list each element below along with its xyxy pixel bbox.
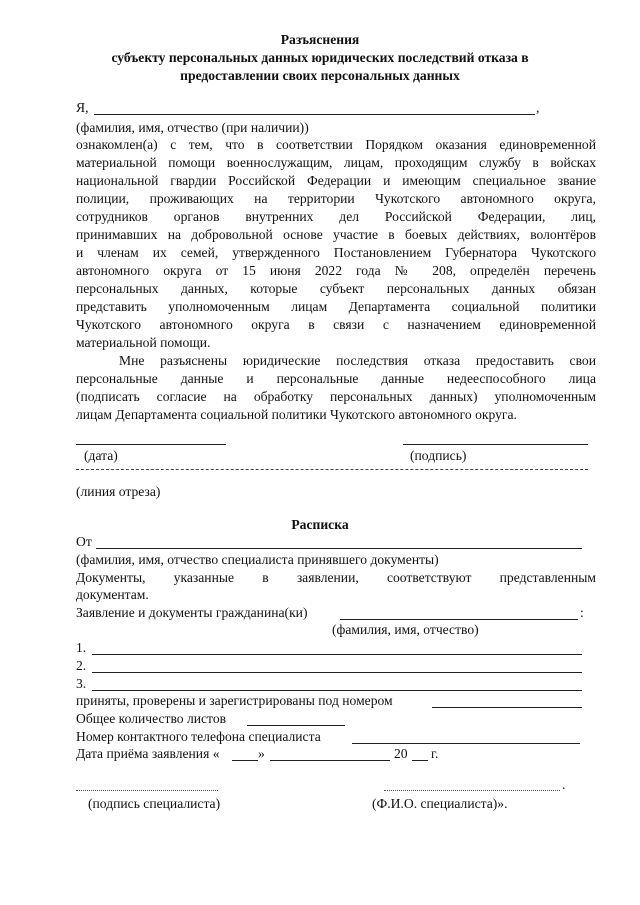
signature-label: (подпись) [410, 448, 467, 463]
registration-number-line[interactable] [432, 707, 582, 708]
para1-line: Чукотского автономного округа в связи с назначением единовременной [76, 317, 596, 332]
month-blank-line[interactable] [270, 760, 390, 761]
title-line-1: Разъяснения [280, 32, 360, 47]
para1-line: и членам их семей, утвержденного Постановлением Губернатора Чукотского [76, 245, 596, 260]
specialist-hint: (фамилия, имя, отчество специалиста принявшего документы) [76, 552, 439, 567]
application-colon: : [580, 605, 584, 620]
title-line-2: субъекту персональных данных юридических последствий отказа в [111, 50, 529, 65]
para1-line: полиции, проживающих на территории Чукотского автономного округа, [76, 191, 596, 206]
specialist-blank-line[interactable] [96, 548, 582, 549]
ya-label: Я, [76, 100, 89, 115]
item-number: 1. [76, 640, 87, 655]
para1-line: ознакомлен(а) с тем, что в соответствии Порядком оказания единовременной [76, 137, 596, 152]
item-blank-line[interactable] [92, 690, 582, 691]
fio-hint: (фамилия, имя, отчество (при наличии)) [76, 120, 309, 135]
item-blank-line[interactable] [92, 672, 582, 673]
specialist-fio-line[interactable] [384, 790, 560, 791]
para1-line: представить уполномоченным лицам Департамента социальной политики [76, 299, 596, 314]
phone-blank-line[interactable] [352, 743, 580, 744]
date-label: (дата) [84, 448, 118, 463]
year-prefix: 20 [394, 746, 408, 761]
para2-line: (подписать согласие на обработку персональных данных) уполномоченным [76, 389, 596, 404]
specialist-signature-line[interactable] [76, 790, 218, 791]
docs-line-2: документам. [76, 587, 149, 602]
year-blank-line[interactable] [412, 760, 428, 761]
from-label: От [76, 534, 92, 549]
receipt-title: Расписка [291, 517, 349, 532]
para1-line: материальной помощи военнослужащим, лицам, проходящим службу в войсках [76, 155, 596, 170]
para2-line: персональные данные и персональные данные недееспособного лица [76, 371, 596, 386]
para1-line: принимавших на добровольной основе участие в боевых действиях, волонтёров [76, 227, 596, 242]
specialist-signature-label: (подпись специалиста) [88, 796, 221, 811]
sheets-blank-line[interactable] [247, 725, 345, 726]
para2-last-line: лицам Департамента социальной политики Чукотского автономного округа. [76, 407, 517, 422]
specialist-fio-label: (Ф.И.О. специалиста)». [372, 796, 508, 811]
item-number: 2. [76, 658, 87, 673]
para1-line: автономного округа от 15 июня 2022 года № 208, определён перечень [76, 263, 596, 278]
year-suffix: г. [431, 746, 439, 761]
sheets-label: Общее количество листов [76, 711, 227, 726]
para1-last-line: материальной помощи. [76, 335, 211, 350]
cut-line [76, 469, 588, 470]
item-number: 3. [76, 676, 87, 691]
day-blank-line[interactable] [232, 760, 258, 761]
accepted-label: приняты, проверены и зарегистрированы под номером [76, 693, 393, 708]
cut-line-label: (линия отреза) [76, 484, 161, 499]
date-blank-line[interactable] [76, 444, 226, 445]
item-blank-line[interactable] [92, 654, 582, 655]
para2-line: Мне разъяснены юридические последствия отказа предоставить свои [119, 353, 596, 368]
application-label: Заявление и документы гражданина(ки) [76, 605, 308, 620]
ya-comma: , [536, 100, 540, 115]
para1-line: персональных данных, которые субъект персональных данных обязан [76, 281, 596, 296]
date-received-prefix: Дата приёма заявления « [76, 746, 220, 761]
fio-blank-line[interactable] [94, 114, 535, 115]
dot-end: . [562, 777, 566, 792]
para1-line: национальной гвардии Российской Федерации и имеющим специальное звание [76, 173, 596, 188]
citizen-blank-line[interactable] [340, 619, 578, 620]
para1-line: сотрудников органов внутренних дел Российской Федерации, лиц, [76, 209, 596, 224]
signature-blank-line[interactable] [403, 444, 588, 445]
docs-line: Документы, указанные в заявлении, соответствуют представленным [76, 570, 596, 585]
title-line-3: предоставлении своих персональных данных [180, 68, 460, 83]
phone-label: Номер контактного телефона специалиста [76, 729, 321, 744]
citizen-fio-hint: (фамилия, имя, отчество) [332, 622, 479, 637]
date-received-mid: » [258, 746, 265, 761]
